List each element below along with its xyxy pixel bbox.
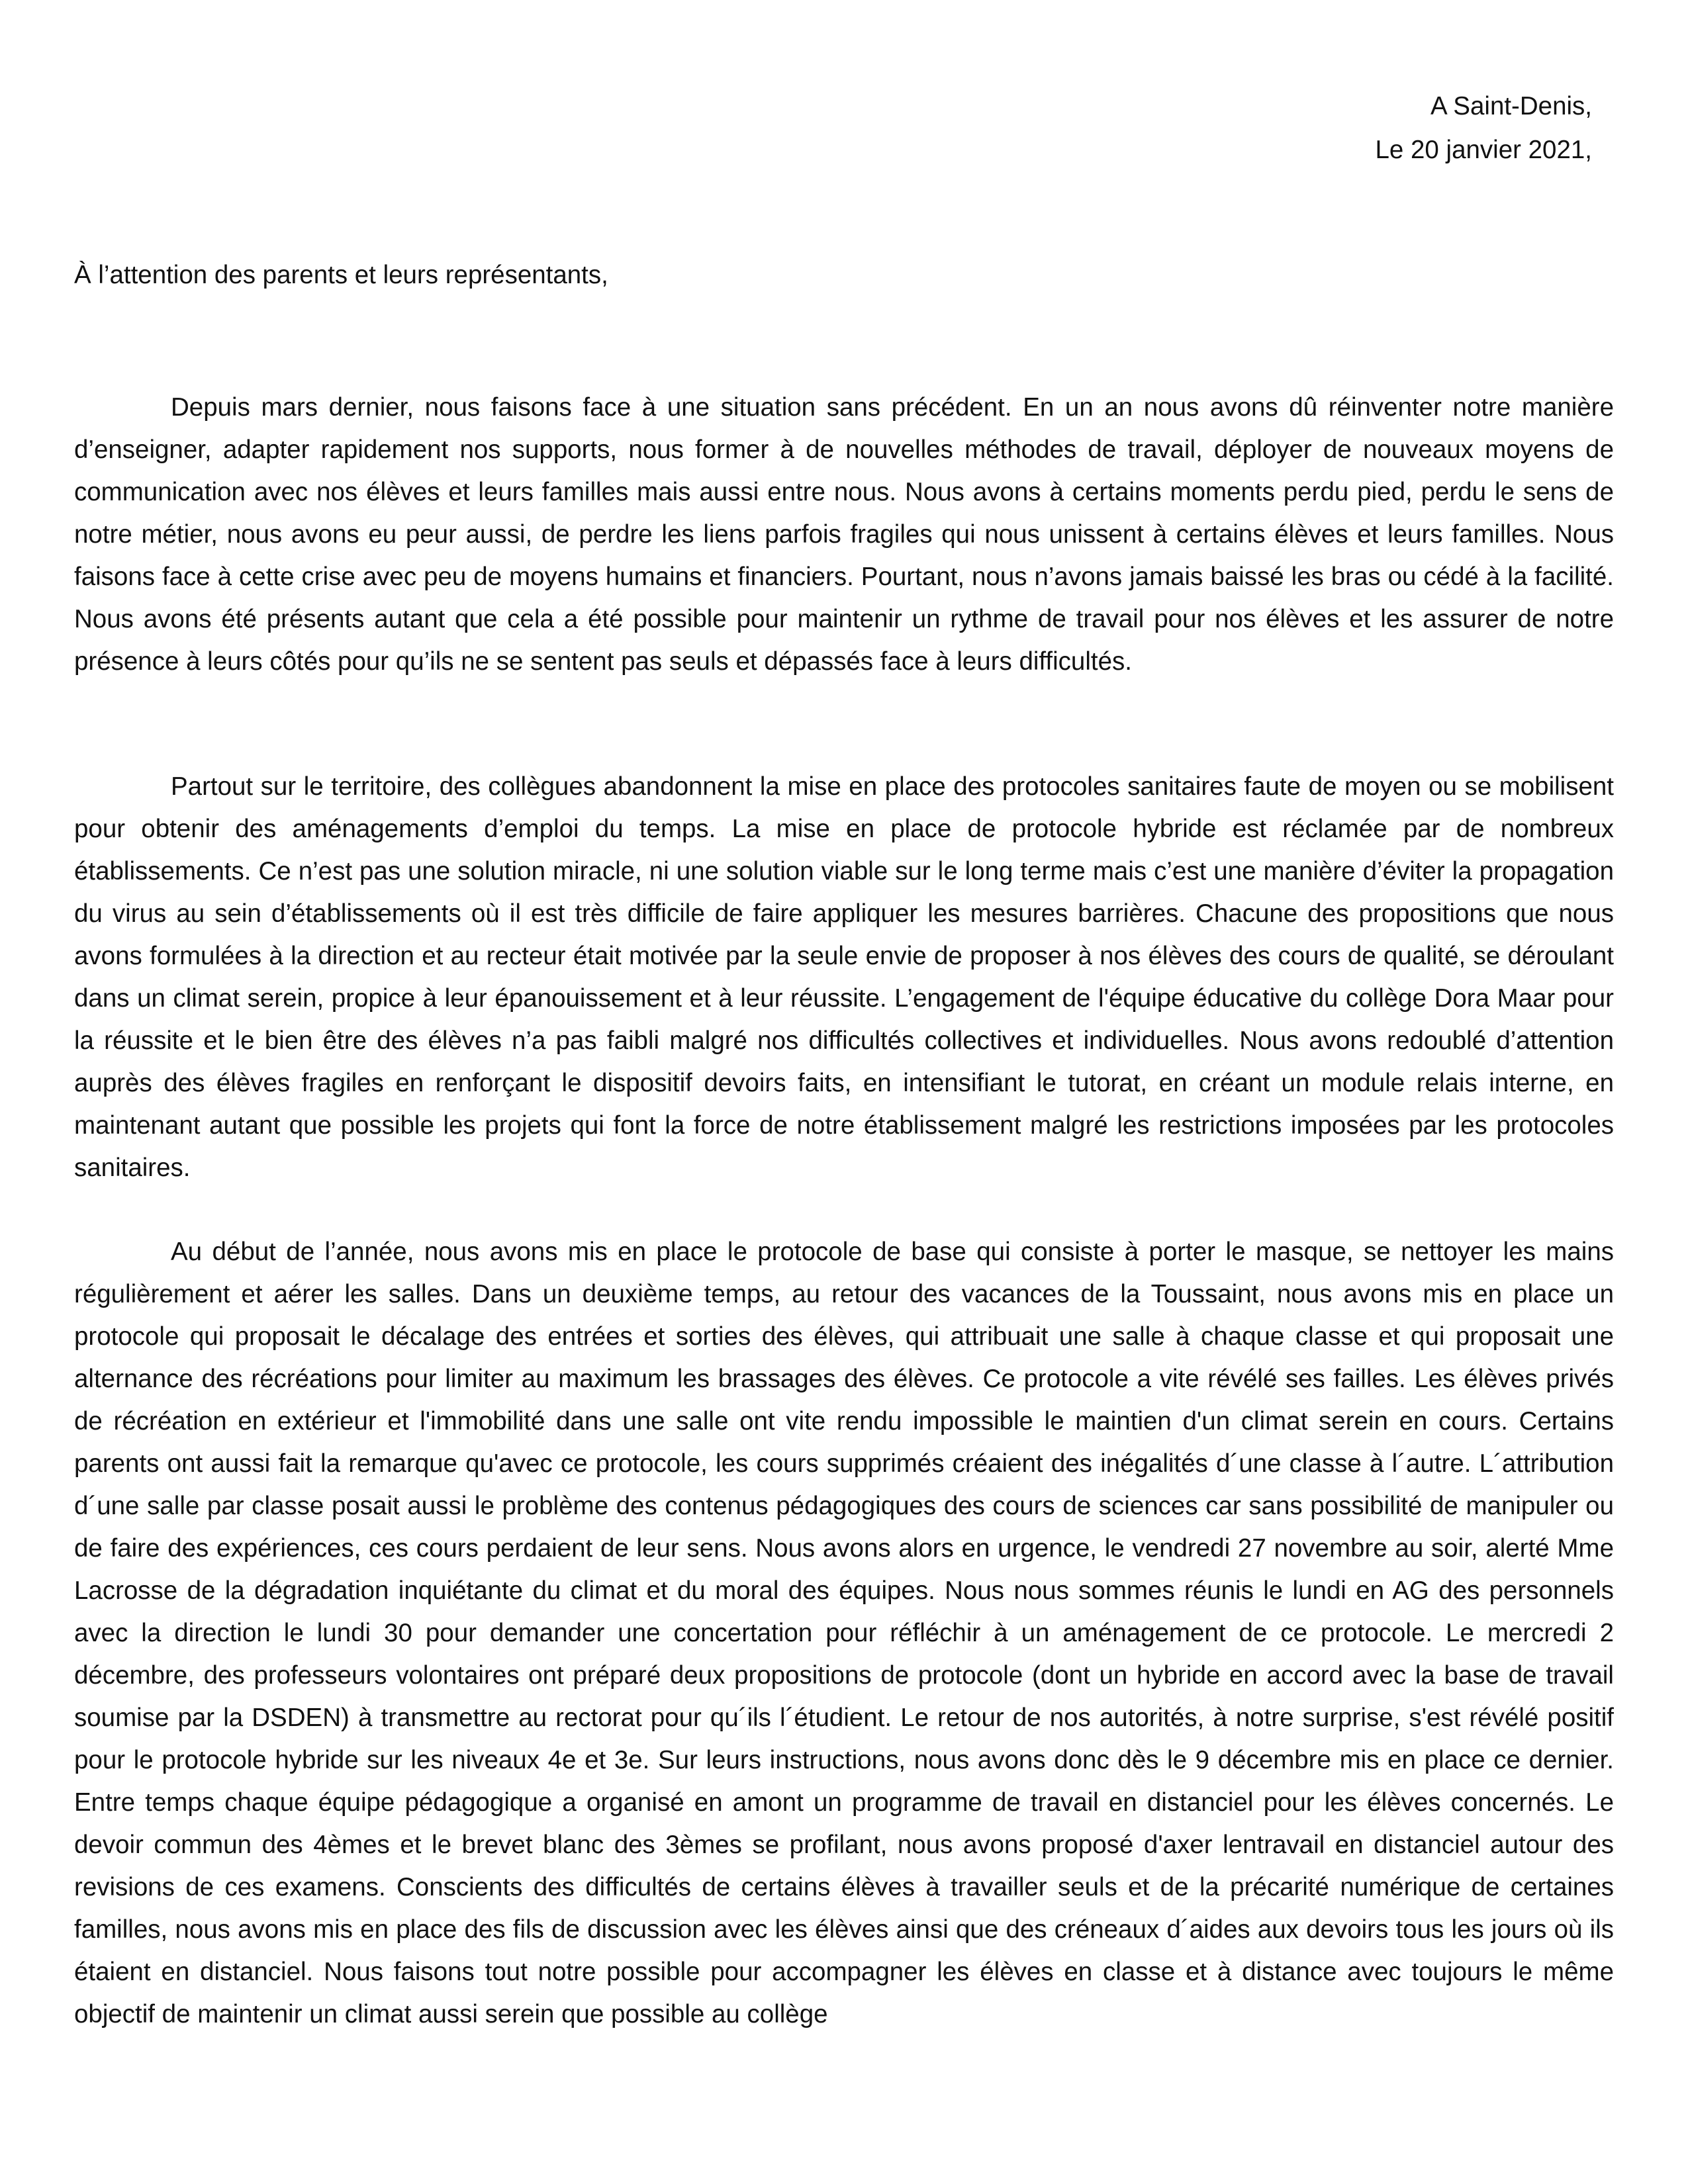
letter-header <box>1376 85 1593 172</box>
letter-date: Le 20 janvier 2021, <box>1375 136 1592 164</box>
paragraph-text: Partout sur le territoire, des collègues abandonnent la mise en place des protocoles sanitaires faute de moyen ou se mobilisent pour obtenir des aménagements d’emploi du temps. La mise en place de protocole hybride est réclamée par de nombreux établissements. Ce n’est pas une solution miracle, ni une solution viable sur le long terme mais c’est une manière d’éviter la propagation du virus au sein d’établissements où il est très difficile de faire appliquer les mesures barrières. Chacune des propositions que nous avons formulées à la direction et au recteur était motivée par la seule envie de proposer à nos élèves des cours de qualité, se déroulant dans un climat serein, propice à leur épanouissement et à leur réussite. L’engagement de l'équipe éducative du collège Dora Maar pour la réussite et le bien être des élèves n’a pas faibli malgré nos difficultés collectives et individuelles. Nous avons redoublé d’attention auprès des élèves fragiles en renforçant le dispositif devoirs faits, en intensifiant le tutorat, en créant un module relais interne, en maintenant autant que possible les projets qui font la force de notre établissement malgré les restrictions imposées par les protocoles sanitaires. <box>74 772 1614 1182</box>
paragraph-text: Depuis mars dernier, nous faisons face à une situation sans précédent. En un an nous avons dû réinventer notre manière d’enseigner, adapter rapidement nos supports, nous former à de nouvelles méthodes de travail, déployer de nouveaux moyens de communication avec nos élèves et leurs familles mais aussi entre nous. Nous avons à certains moments perdu pied, perdu le sens de notre métier, nous avons eu peur aussi, de perdre les liens parfois fragiles qui nous unissent à certains élèves et leurs familles. Nous faisons face à cette crise avec peu de moyens humains et financiers. Pourtant, nous n’avons jamais baissé les bras ou cédé à la facilité. Nous avons été présents autant que cela a été possible pour maintenir un rythme de travail pour nos élèves et les assurer de notre présence à leurs côtés pour qu’ils ne se sentent pas seuls et dépassés face à leurs difficultés. <box>74 393 1614 676</box>
letter-place: A Saint-Denis, <box>1430 92 1592 120</box>
letter-salutation: À l’attention des parents et leurs représentants, <box>74 261 608 289</box>
body-paragraph-1 <box>74 387 1614 683</box>
paragraph-text: Au début de l’année, nous avons mis en place le protocole de base qui consiste à porter le masque, se nettoyer les mains régulièrement et aérer les salles. Dans un deuxième temps, au retour des vacances de la Toussaint, nous avons mis en place un protocole qui proposait le décalage des entrées et sorties des élèves, qui attribuait une salle à chaque classe et qui proposait une alternance des récréations pour limiter au maximum les brassages des élèves. Ce protocole a vite révélé ses failles. Les élèves privés de récréation en extérieur et l'immobilité dans une salle ont vite rendu impossible le maintien d'un climat serein en cours. Certains parents ont aussi fait la remarque qu'avec ce protocole, les cours supprimés créaient des inégalités d´une classe à l´autre. L´attribution d´une salle par classe posait aussi le problème des contenus pédagogiques des cours de sciences car sans possibilité de manipuler ou de faire des expériences, ces cours perdaient de leur sens. Nous avons alors en urgence, le vendredi 27 novembre au soir, alerté Mme Lacrosse de la dégradation inquiétante du climat et du moral des équipes. Nous nous sommes réunis le lundi en AG des personnels avec la direction le lundi 30 pour demander une concertation pour réfléchir à un aménagement de ce protocole. Le mercredi 2 décembre, des professeurs volontaires ont préparé deux propositions de protocole (dont un hybride en accord avec la base de travail soumise par la DSDEN) à transmettre au rectorat pour qu´ils l´étudient. Le retour de nos autorités, à notre surprise, s'est révélé positif pour le protocole hybride sur les niveaux 4e et 3e. Sur leurs instructions, nous avons donc dès le 9 décembre mis en place ce dernier. Entre temps chaque équipe pédagogique a organisé en amont un programme de travail en distanciel pour les élèves concernés. Le devoir commun des 4èmes et le brevet blanc des 3èmes se profilant, nous avons proposé d'axer lentravail en distanciel autour des revisions de ces examens. Conscients des difficultés de certains élèves à travailler seuls et de la précarité numérique de certaines familles, nous avons mis en place des fils de discussion avec les élèves ainsi que des créneaux d´aides aux devoirs tous les jours où ils étaient en distanciel. Nous faisons tout notre possible pour accompagner les élèves en classe et à distance avec toujours le même objectif de maintenir un climat aussi serein que possible au collège <box>74 1238 1614 2028</box>
body-paragraph-2 <box>74 766 1614 1189</box>
body-paragraph-3 <box>74 1231 1614 2036</box>
